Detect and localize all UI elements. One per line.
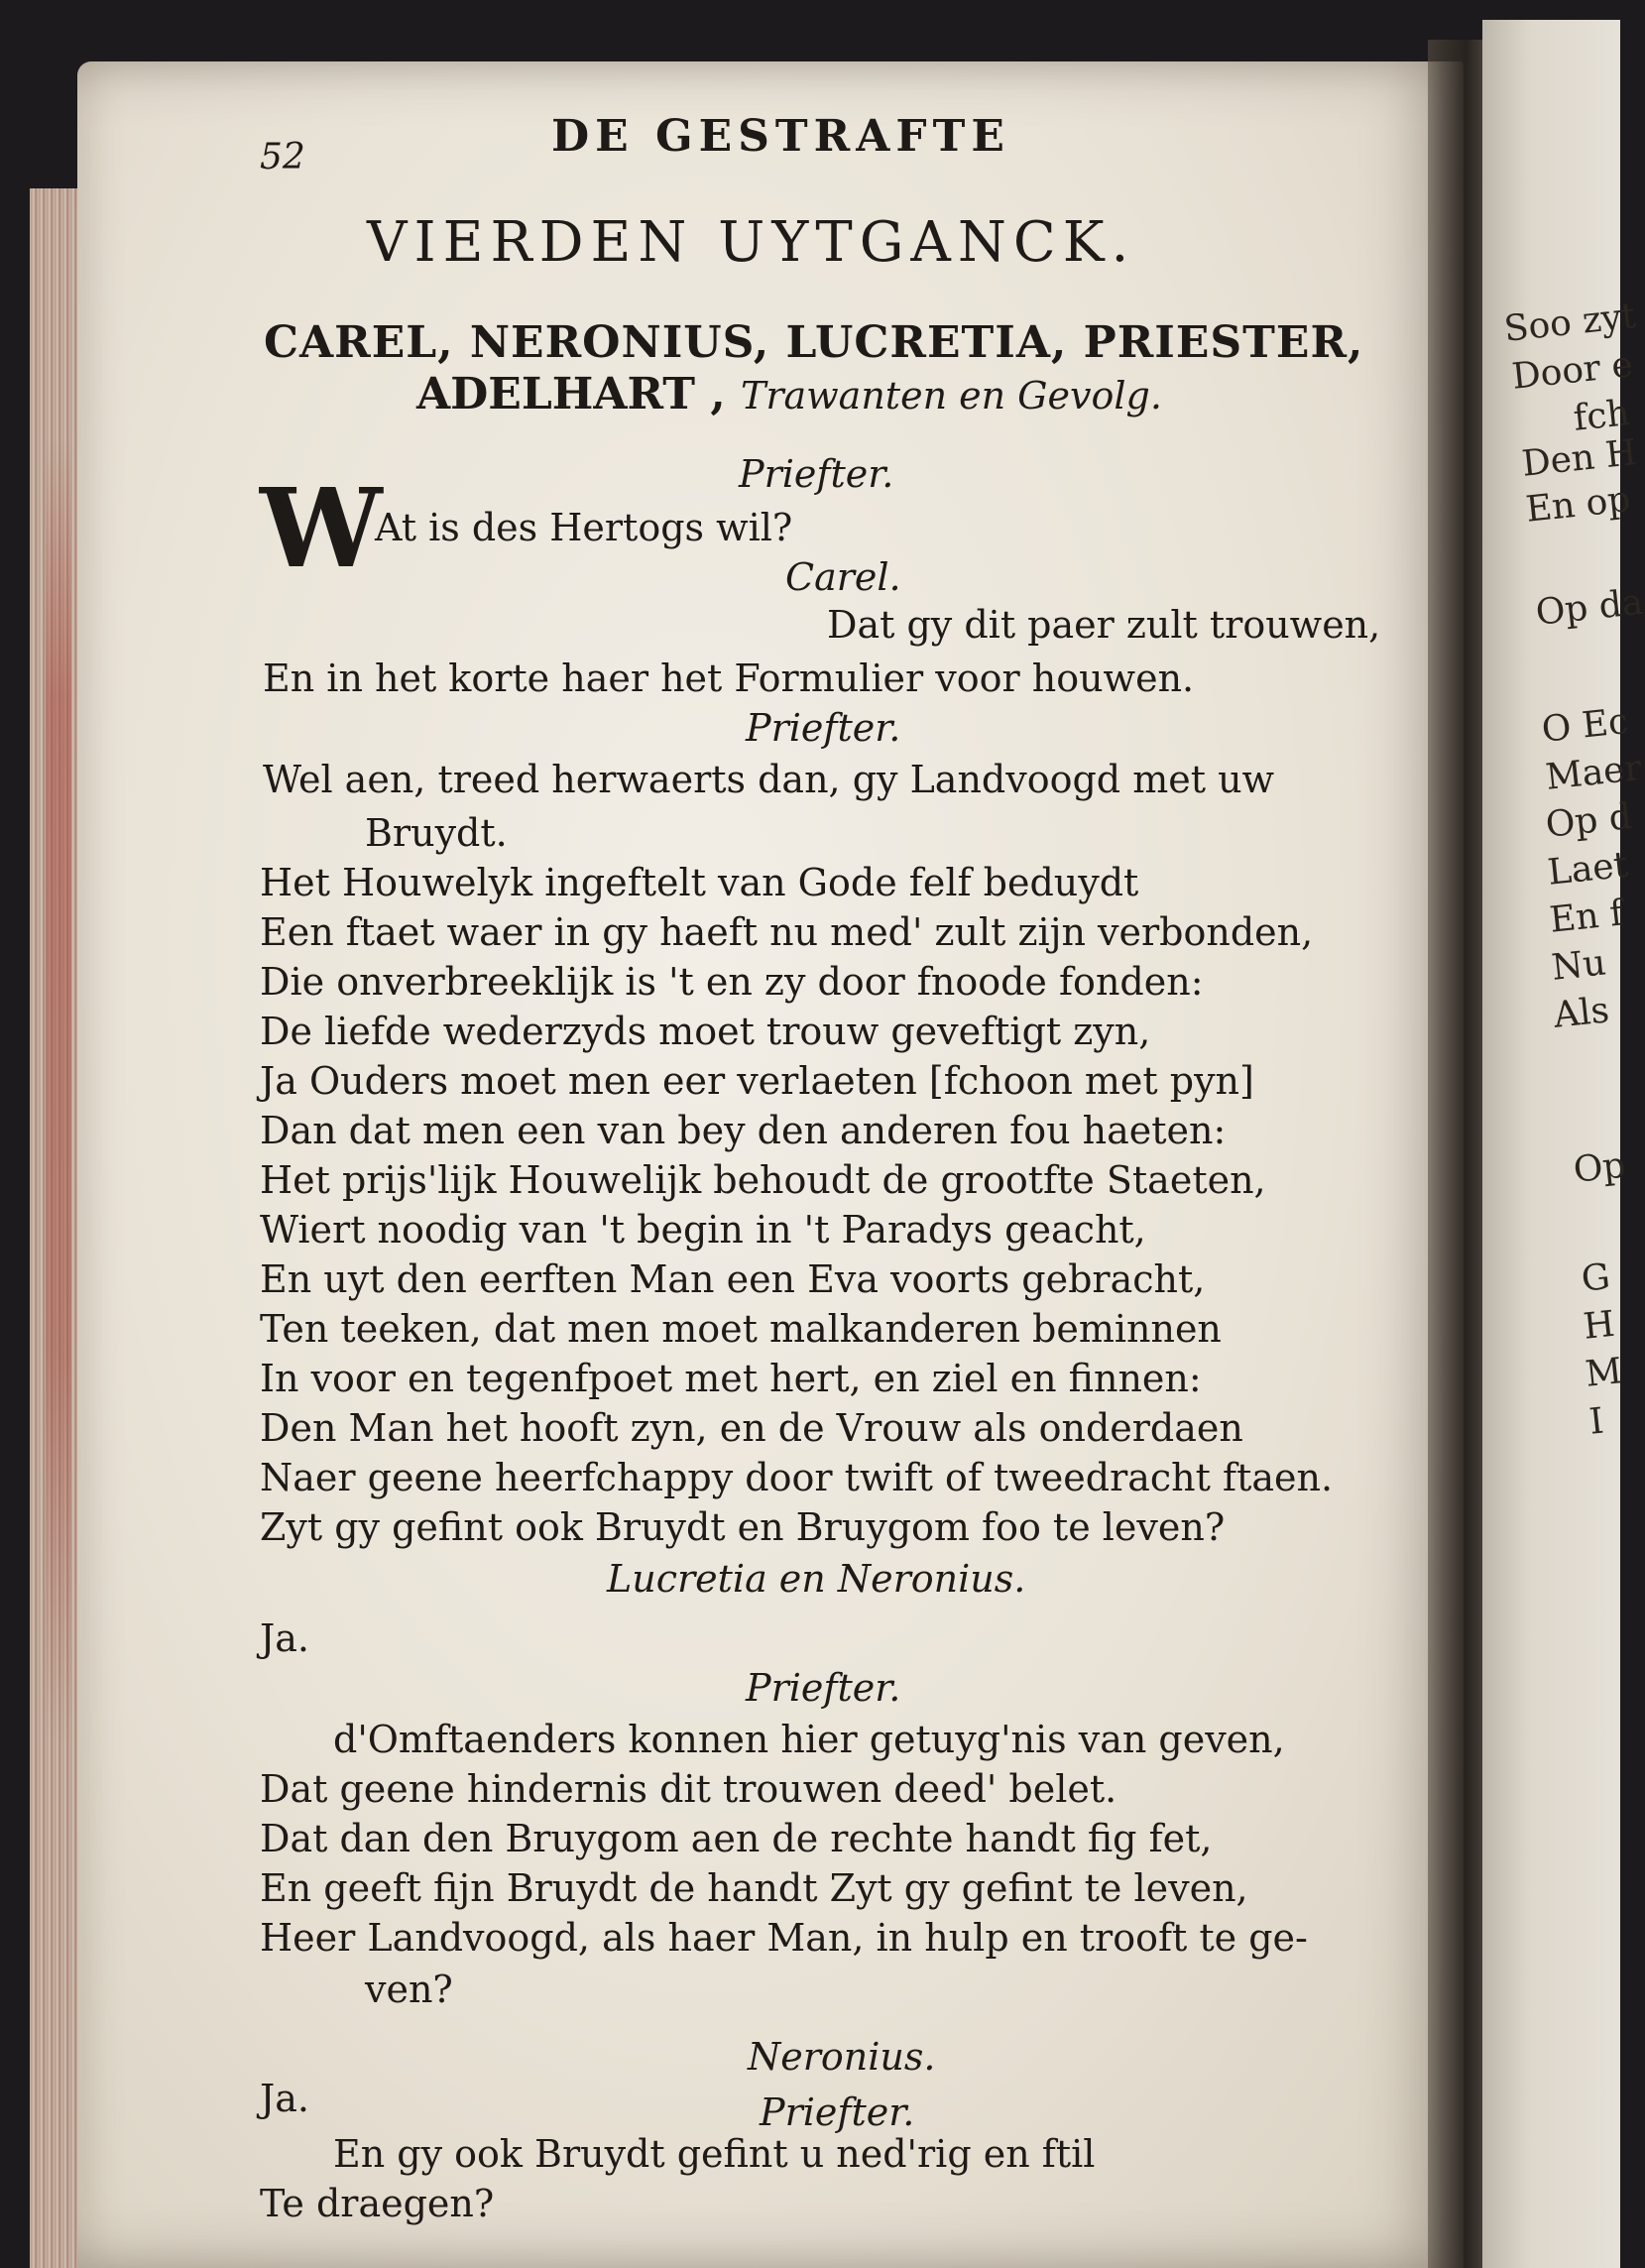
section-title: VIERDEN UYTGANCK. xyxy=(367,210,1136,275)
verse-line: Het prijs'lijk Houwelijk behoudt de grootfte Staeten, xyxy=(260,1158,1266,1202)
speaker-name: Priefter. xyxy=(746,706,901,750)
verse-line: d'Omftaenders konnen hier getuyg'nis van geven, xyxy=(333,1718,1285,1761)
character-list-line-1: CAREL, NERONIUS, LUCRETIA, PRIESTER, xyxy=(264,317,1364,368)
red-edge-stain xyxy=(46,436,71,1745)
speaker-name: Neronius. xyxy=(748,2035,936,2079)
verse-line: ven? xyxy=(365,1968,453,2011)
right-page-fragment: Den H xyxy=(1519,431,1639,485)
verse-line: At is des Hertogs wil? xyxy=(375,506,793,549)
right-page-fragment: G xyxy=(1579,1256,1612,1300)
verse-line: En gy ook Bruydt gefint u ned'rig en ftil xyxy=(333,2132,1096,2176)
verse-line: En geeft fijn Bruydt de handt Zyt gy gefint te leven, xyxy=(260,1866,1248,1910)
verse-line: Naer geene heerfchappy door twift of tweedracht ftaen. xyxy=(260,1456,1334,1499)
right-page-fragment: Op d xyxy=(1543,796,1634,846)
right-page-fragment: En f xyxy=(1547,893,1625,941)
right-page-fragment: Door e xyxy=(1509,344,1635,398)
character-list-italic: Trawanten en Gevolg. xyxy=(740,374,1162,418)
character-list-main: ADELHART , xyxy=(416,369,726,419)
speaker-name: Lucretia en Neronius. xyxy=(607,1557,1026,1601)
verse-line: Te draegen? xyxy=(260,2182,495,2225)
drop-cap: W xyxy=(260,464,383,592)
verse-line: Een ftaet waer in gy haeft nu med' zult zijn verbonden, xyxy=(260,910,1314,954)
right-page-fragment: Op da xyxy=(1533,581,1645,634)
page-number: 52 xyxy=(260,137,305,178)
right-page-fragment: En op xyxy=(1523,479,1633,531)
verse-line: Het Houwelyk ingeftelt van Gode felf beduydt xyxy=(260,861,1139,904)
verse-line: Heer Landvoogd, als haer Man, in hulp en trooft te ge- xyxy=(260,1916,1308,1960)
right-page-fragment: fch xyxy=(1571,393,1632,439)
running-head: DE GESTRAFTE xyxy=(551,111,1010,162)
verse-line: In voor en tegenfpoet met hert, en ziel en finnen: xyxy=(260,1357,1202,1400)
verse-line: De liefde wederzyds moet trouw geveftigt zyn, xyxy=(260,1010,1151,1053)
speaker-name: Priefter. xyxy=(739,452,894,496)
character-list-line-2 xyxy=(416,369,1162,419)
right-page xyxy=(1482,20,1645,2268)
verse-line: En uyt den eerften Man een Eva voorts gebracht, xyxy=(260,1257,1206,1301)
speaker-name: Carel. xyxy=(785,555,901,599)
right-page-fragment: Nu xyxy=(1549,942,1608,989)
right-page-fragment: I xyxy=(1586,1400,1606,1443)
verse-line: Bruydt. xyxy=(365,811,508,855)
verse-line: Ja. xyxy=(260,1616,309,1660)
right-page-fragment: Laet xyxy=(1545,844,1630,894)
speaker-name: Priefter. xyxy=(760,2090,915,2134)
verse-line: Dat geene hindernis dit trouwen deed' belet. xyxy=(260,1767,1117,1811)
right-page-fragment: Op xyxy=(1571,1144,1628,1191)
verse-line: En in het korte haer het Formulier voor houwen. xyxy=(263,657,1195,700)
verse-line: Ja Ouders moet men eer verlaeten [fchoon met pyn] xyxy=(260,1059,1254,1103)
verse-line: Ten teeken, dat men moet malkanderen beminnen xyxy=(260,1307,1222,1351)
verse-line: Zyt gy gefint ook Bruydt en Bruygom foo te leven? xyxy=(260,1505,1226,1549)
verse-line: Ja. xyxy=(260,2077,309,2120)
right-page-fragment: Als xyxy=(1551,990,1611,1036)
verse-line: Wiert noodig van 't begin in 't Paradys geacht, xyxy=(260,1208,1146,1252)
verse-line: Dat gy dit paer zult trouwen, xyxy=(827,603,1381,647)
verse-line: Die onverbreeklijk is 't en zy door fnoode fonden: xyxy=(260,960,1204,1004)
verse-line: Den Man het hooft zyn, en de Vrouw als onderdaen xyxy=(260,1406,1243,1450)
verse-line: Wel aen, treed herwaerts dan, gy Landvoogd met uw xyxy=(263,758,1275,801)
right-page-fragment: H xyxy=(1581,1303,1617,1348)
right-page-fragment: Maer xyxy=(1543,747,1644,798)
verse-line: Dat dan den Bruygom aen de rechte handt fig fet, xyxy=(260,1817,1213,1860)
speaker-name: Priefter. xyxy=(746,1666,901,1710)
verse-line: Dan dat men een van bey den anderen fou haeten: xyxy=(260,1109,1227,1152)
right-page-fragment: Soo zyt xyxy=(1501,296,1638,350)
right-page-fragment: O Ec xyxy=(1539,700,1631,751)
right-page-fragment: M xyxy=(1583,1351,1624,1395)
